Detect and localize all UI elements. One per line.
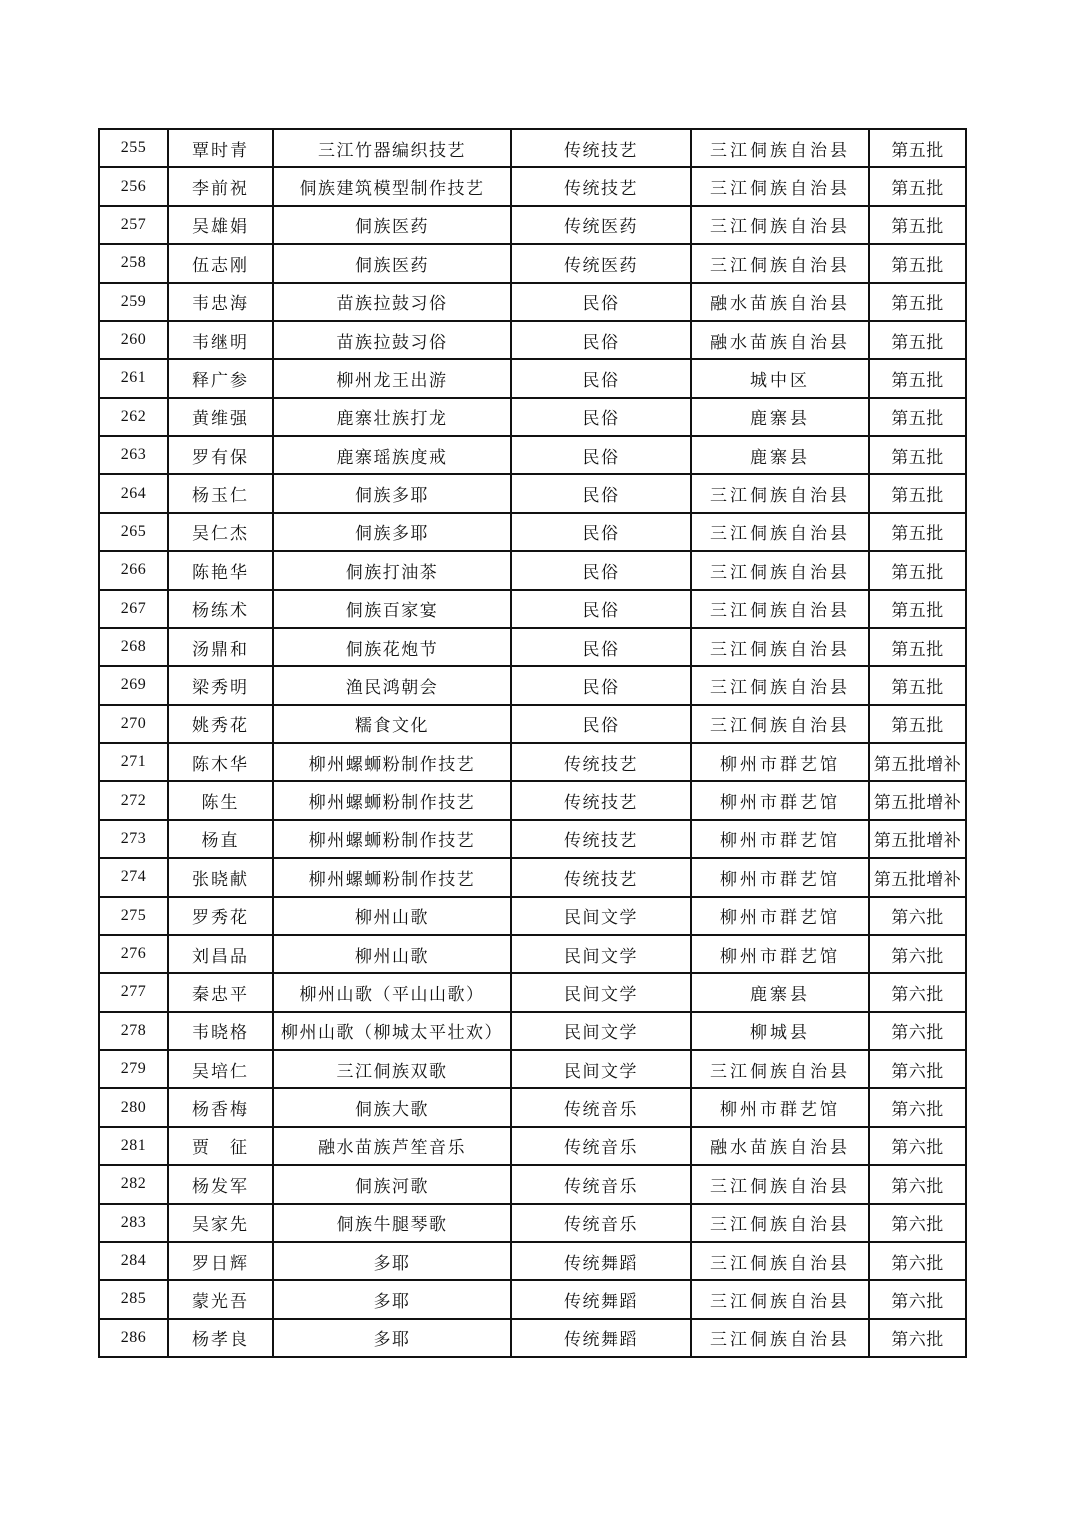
- cell-location: 三江侗族自治县: [691, 666, 869, 704]
- table-row: [99, 436, 966, 474]
- table-row: [99, 1204, 966, 1242]
- cell-serial-number: 275: [99, 897, 168, 935]
- cell-category: 传统舞蹈: [511, 1319, 691, 1357]
- cell-inheritor-name: 秦忠平: [168, 973, 273, 1011]
- cell-serial-number: 268: [99, 628, 168, 666]
- cell-location: 三江侗族自治县: [691, 513, 869, 551]
- cell-inheritor-name: 韦晓格: [168, 1012, 273, 1050]
- cell-project-name: 侗族花炮节: [273, 628, 511, 666]
- cell-project-name: 柳州山歌: [273, 935, 511, 973]
- cell-project-name: 柳州螺蛳粉制作技艺: [273, 781, 511, 819]
- cell-location: 三江侗族自治县: [691, 1242, 869, 1280]
- cell-location: 三江侗族自治县: [691, 474, 869, 512]
- cell-location: 柳州市群艺馆: [691, 743, 869, 781]
- cell-serial-number: 278: [99, 1012, 168, 1050]
- cell-project-name: 渔民鸿朝会: [273, 666, 511, 704]
- cell-batch: 第五批: [869, 666, 966, 704]
- cell-project-name: 柳州山歌（柳城太平壮欢）: [273, 1012, 511, 1050]
- cell-batch: 第五批增补: [869, 781, 966, 819]
- cell-inheritor-name: 李前祝: [168, 167, 273, 205]
- cell-batch: 第五批: [869, 206, 966, 244]
- heritage-table-body: [99, 129, 966, 1357]
- table-row: [99, 973, 966, 1011]
- cell-serial-number: 283: [99, 1204, 168, 1242]
- cell-batch: 第五批: [869, 513, 966, 551]
- cell-project-name: 苗族拉鼓习俗: [273, 321, 511, 359]
- table-row: [99, 858, 966, 896]
- cell-inheritor-name: 罗秀花: [168, 897, 273, 935]
- cell-batch: 第五批: [869, 590, 966, 628]
- cell-batch: 第五批: [869, 244, 966, 282]
- cell-category: 民间文学: [511, 973, 691, 1011]
- cell-serial-number: 286: [99, 1319, 168, 1357]
- cell-batch: 第六批: [869, 1319, 966, 1357]
- cell-inheritor-name: 韦忠海: [168, 283, 273, 321]
- cell-batch: 第五批: [869, 167, 966, 205]
- table-row: [99, 666, 966, 704]
- cell-location: 三江侗族自治县: [691, 705, 869, 743]
- cell-serial-number: 264: [99, 474, 168, 512]
- cell-serial-number: 276: [99, 935, 168, 973]
- table-row: [99, 167, 966, 205]
- cell-location: 柳州市群艺馆: [691, 820, 869, 858]
- cell-batch: 第六批: [869, 1280, 966, 1318]
- cell-category: 民间文学: [511, 897, 691, 935]
- cell-category: 传统技艺: [511, 781, 691, 819]
- cell-inheritor-name: 吴家先: [168, 1204, 273, 1242]
- cell-inheritor-name: 杨玉仁: [168, 474, 273, 512]
- cell-category: 传统医药: [511, 244, 691, 282]
- cell-location: 柳州市群艺馆: [691, 1088, 869, 1126]
- cell-category: 民俗: [511, 359, 691, 397]
- cell-project-name: 侗族百家宴: [273, 590, 511, 628]
- table-row: [99, 820, 966, 858]
- cell-location: 三江侗族自治县: [691, 1204, 869, 1242]
- cell-serial-number: 257: [99, 206, 168, 244]
- cell-batch: 第五批: [869, 321, 966, 359]
- table-row: [99, 1165, 966, 1203]
- cell-project-name: 柳州螺蛳粉制作技艺: [273, 858, 511, 896]
- cell-location: 鹿寨县: [691, 973, 869, 1011]
- cell-category: 传统音乐: [511, 1127, 691, 1165]
- cell-project-name: 侗族大歌: [273, 1088, 511, 1126]
- table-row: [99, 283, 966, 321]
- cell-project-name: 侗族医药: [273, 206, 511, 244]
- cell-inheritor-name: 刘昌品: [168, 935, 273, 973]
- cell-serial-number: 265: [99, 513, 168, 551]
- cell-inheritor-name: 张晓献: [168, 858, 273, 896]
- cell-location: 三江侗族自治县: [691, 129, 869, 167]
- cell-serial-number: 271: [99, 743, 168, 781]
- cell-serial-number: 267: [99, 590, 168, 628]
- cell-inheritor-name: 陈木华: [168, 743, 273, 781]
- cell-category: 民俗: [511, 551, 691, 589]
- cell-project-name: 柳州螺蛳粉制作技艺: [273, 820, 511, 858]
- cell-project-name: 侗族打油茶: [273, 551, 511, 589]
- cell-serial-number: 266: [99, 551, 168, 589]
- table-row: [99, 1319, 966, 1357]
- cell-inheritor-name: 吴雄娟: [168, 206, 273, 244]
- cell-serial-number: 260: [99, 321, 168, 359]
- cell-batch: 第五批: [869, 474, 966, 512]
- cell-category: 民间文学: [511, 935, 691, 973]
- cell-project-name: 融水苗族芦笙音乐: [273, 1127, 511, 1165]
- cell-category: 民俗: [511, 321, 691, 359]
- cell-category: 民俗: [511, 705, 691, 743]
- cell-inheritor-name: 吴培仁: [168, 1050, 273, 1088]
- cell-batch: 第五批: [869, 359, 966, 397]
- table-row: [99, 1242, 966, 1280]
- cell-location: 融水苗族自治县: [691, 1127, 869, 1165]
- table-row: [99, 781, 966, 819]
- cell-project-name: 侗族多耶: [273, 474, 511, 512]
- cell-project-name: 柳州龙王出游: [273, 359, 511, 397]
- cell-inheritor-name: 杨发军: [168, 1165, 273, 1203]
- cell-inheritor-name: 罗有保: [168, 436, 273, 474]
- table-row: [99, 1088, 966, 1126]
- cell-serial-number: 263: [99, 436, 168, 474]
- cell-batch: 第六批: [869, 1012, 966, 1050]
- cell-inheritor-name: 黄维强: [168, 398, 273, 436]
- cell-category: 传统技艺: [511, 167, 691, 205]
- cell-category: 民俗: [511, 628, 691, 666]
- table-row: [99, 935, 966, 973]
- cell-project-name: 侗族河歌: [273, 1165, 511, 1203]
- cell-batch: 第六批: [869, 1127, 966, 1165]
- cell-batch: 第六批: [869, 1204, 966, 1242]
- cell-serial-number: 280: [99, 1088, 168, 1126]
- cell-project-name: 三江侗族双歌: [273, 1050, 511, 1088]
- cell-batch: 第六批: [869, 1088, 966, 1126]
- table-row: [99, 705, 966, 743]
- table-row: [99, 206, 966, 244]
- cell-inheritor-name: 陈生: [168, 781, 273, 819]
- cell-serial-number: 258: [99, 244, 168, 282]
- cell-inheritor-name: 蒙光吾: [168, 1280, 273, 1318]
- cell-batch: 第五批增补: [869, 858, 966, 896]
- cell-inheritor-name: 陈艳华: [168, 551, 273, 589]
- cell-batch: 第五批: [869, 129, 966, 167]
- cell-location: 柳城县: [691, 1012, 869, 1050]
- table-row: [99, 1050, 966, 1088]
- cell-batch: 第五批: [869, 628, 966, 666]
- heritage-inheritors-table: [98, 128, 967, 1358]
- cell-location: 柳州市群艺馆: [691, 781, 869, 819]
- cell-batch: 第五批: [869, 705, 966, 743]
- cell-location: 柳州市群艺馆: [691, 935, 869, 973]
- cell-location: 融水苗族自治县: [691, 283, 869, 321]
- table-row: [99, 1280, 966, 1318]
- cell-location: 鹿寨县: [691, 436, 869, 474]
- cell-batch: 第五批: [869, 551, 966, 589]
- cell-project-name: 柳州山歌（平山山歌）: [273, 973, 511, 1011]
- table-row: [99, 1012, 966, 1050]
- cell-category: 民间文学: [511, 1012, 691, 1050]
- cell-project-name: 多耶: [273, 1242, 511, 1280]
- table-row: [99, 359, 966, 397]
- cell-inheritor-name: 梁秀明: [168, 666, 273, 704]
- cell-inheritor-name: 杨香梅: [168, 1088, 273, 1126]
- cell-inheritor-name: 杨直: [168, 820, 273, 858]
- cell-category: 传统舞蹈: [511, 1280, 691, 1318]
- cell-batch: 第五批: [869, 398, 966, 436]
- cell-batch: 第六批: [869, 1165, 966, 1203]
- cell-location: 柳州市群艺馆: [691, 858, 869, 896]
- cell-category: 民俗: [511, 666, 691, 704]
- cell-serial-number: 274: [99, 858, 168, 896]
- cell-project-name: 侗族建筑模型制作技艺: [273, 167, 511, 205]
- cell-category: 传统音乐: [511, 1204, 691, 1242]
- cell-batch: 第五批: [869, 436, 966, 474]
- cell-category: 民俗: [511, 590, 691, 628]
- cell-category: 传统医药: [511, 206, 691, 244]
- cell-inheritor-name: 杨练术: [168, 590, 273, 628]
- cell-batch: 第六批: [869, 935, 966, 973]
- cell-category: 民俗: [511, 474, 691, 512]
- table-row: [99, 474, 966, 512]
- cell-batch: 第五批: [869, 283, 966, 321]
- cell-project-name: 三江竹器编织技艺: [273, 129, 511, 167]
- cell-inheritor-name: 伍志刚: [168, 244, 273, 282]
- cell-serial-number: 255: [99, 129, 168, 167]
- table-row: [99, 321, 966, 359]
- cell-location: 三江侗族自治县: [691, 590, 869, 628]
- table-row: [99, 244, 966, 282]
- cell-serial-number: 284: [99, 1242, 168, 1280]
- cell-serial-number: 270: [99, 705, 168, 743]
- cell-location: 三江侗族自治县: [691, 628, 869, 666]
- cell-batch: 第六批: [869, 897, 966, 935]
- cell-project-name: 苗族拉鼓习俗: [273, 283, 511, 321]
- cell-project-name: 柳州螺蛳粉制作技艺: [273, 743, 511, 781]
- cell-inheritor-name: 韦继明: [168, 321, 273, 359]
- cell-category: 传统技艺: [511, 129, 691, 167]
- cell-batch: 第五批增补: [869, 743, 966, 781]
- cell-category: 民间文学: [511, 1050, 691, 1088]
- cell-project-name: 糯食文化: [273, 705, 511, 743]
- cell-project-name: 侗族医药: [273, 244, 511, 282]
- cell-serial-number: 282: [99, 1165, 168, 1203]
- cell-serial-number: 256: [99, 167, 168, 205]
- cell-inheritor-name: 释广参: [168, 359, 273, 397]
- cell-category: 传统音乐: [511, 1165, 691, 1203]
- cell-category: 传统技艺: [511, 743, 691, 781]
- table-row: [99, 1127, 966, 1165]
- cell-batch: 第五批增补: [869, 820, 966, 858]
- table-row: [99, 743, 966, 781]
- cell-location: 三江侗族自治县: [691, 244, 869, 282]
- cell-location: 三江侗族自治县: [691, 1050, 869, 1088]
- cell-project-name: 侗族多耶: [273, 513, 511, 551]
- cell-serial-number: 285: [99, 1280, 168, 1318]
- cell-serial-number: 261: [99, 359, 168, 397]
- cell-category: 传统技艺: [511, 820, 691, 858]
- cell-project-name: 侗族牛腿琴歌: [273, 1204, 511, 1242]
- cell-inheritor-name: 贾 征: [168, 1127, 273, 1165]
- cell-serial-number: 277: [99, 973, 168, 1011]
- cell-inheritor-name: 姚秀花: [168, 705, 273, 743]
- cell-inheritor-name: 吴仁杰: [168, 513, 273, 551]
- cell-project-name: 多耶: [273, 1319, 511, 1357]
- cell-serial-number: 272: [99, 781, 168, 819]
- cell-serial-number: 262: [99, 398, 168, 436]
- cell-location: 三江侗族自治县: [691, 551, 869, 589]
- cell-project-name: 鹿寨瑶族度戒: [273, 436, 511, 474]
- cell-location: 鹿寨县: [691, 398, 869, 436]
- table-row: [99, 398, 966, 436]
- cell-batch: 第六批: [869, 973, 966, 1011]
- cell-location: 柳州市群艺馆: [691, 897, 869, 935]
- cell-inheritor-name: 杨孝良: [168, 1319, 273, 1357]
- cell-location: 三江侗族自治县: [691, 206, 869, 244]
- cell-inheritor-name: 罗日辉: [168, 1242, 273, 1280]
- cell-project-name: 多耶: [273, 1280, 511, 1318]
- cell-category: 传统技艺: [511, 858, 691, 896]
- cell-location: 城中区: [691, 359, 869, 397]
- cell-location: 三江侗族自治县: [691, 1280, 869, 1318]
- table-row: [99, 590, 966, 628]
- cell-serial-number: 279: [99, 1050, 168, 1088]
- cell-project-name: 柳州山歌: [273, 897, 511, 935]
- cell-batch: 第六批: [869, 1242, 966, 1280]
- cell-location: 三江侗族自治县: [691, 167, 869, 205]
- table-row: [99, 628, 966, 666]
- cell-location: 融水苗族自治县: [691, 321, 869, 359]
- table-row: [99, 897, 966, 935]
- cell-category: 民俗: [511, 283, 691, 321]
- cell-category: 传统舞蹈: [511, 1242, 691, 1280]
- cell-location: 三江侗族自治县: [691, 1319, 869, 1357]
- cell-serial-number: 273: [99, 820, 168, 858]
- table-row: [99, 513, 966, 551]
- table-row: [99, 551, 966, 589]
- cell-category: 传统音乐: [511, 1088, 691, 1126]
- cell-category: 民俗: [511, 513, 691, 551]
- cell-category: 民俗: [511, 398, 691, 436]
- cell-inheritor-name: 汤鼎和: [168, 628, 273, 666]
- cell-serial-number: 259: [99, 283, 168, 321]
- cell-category: 民俗: [511, 436, 691, 474]
- cell-batch: 第六批: [869, 1050, 966, 1088]
- cell-inheritor-name: 覃时青: [168, 129, 273, 167]
- cell-serial-number: 269: [99, 666, 168, 704]
- cell-project-name: 鹿寨壮族打龙: [273, 398, 511, 436]
- cell-serial-number: 281: [99, 1127, 168, 1165]
- table-row: [99, 129, 966, 167]
- cell-location: 三江侗族自治县: [691, 1165, 869, 1203]
